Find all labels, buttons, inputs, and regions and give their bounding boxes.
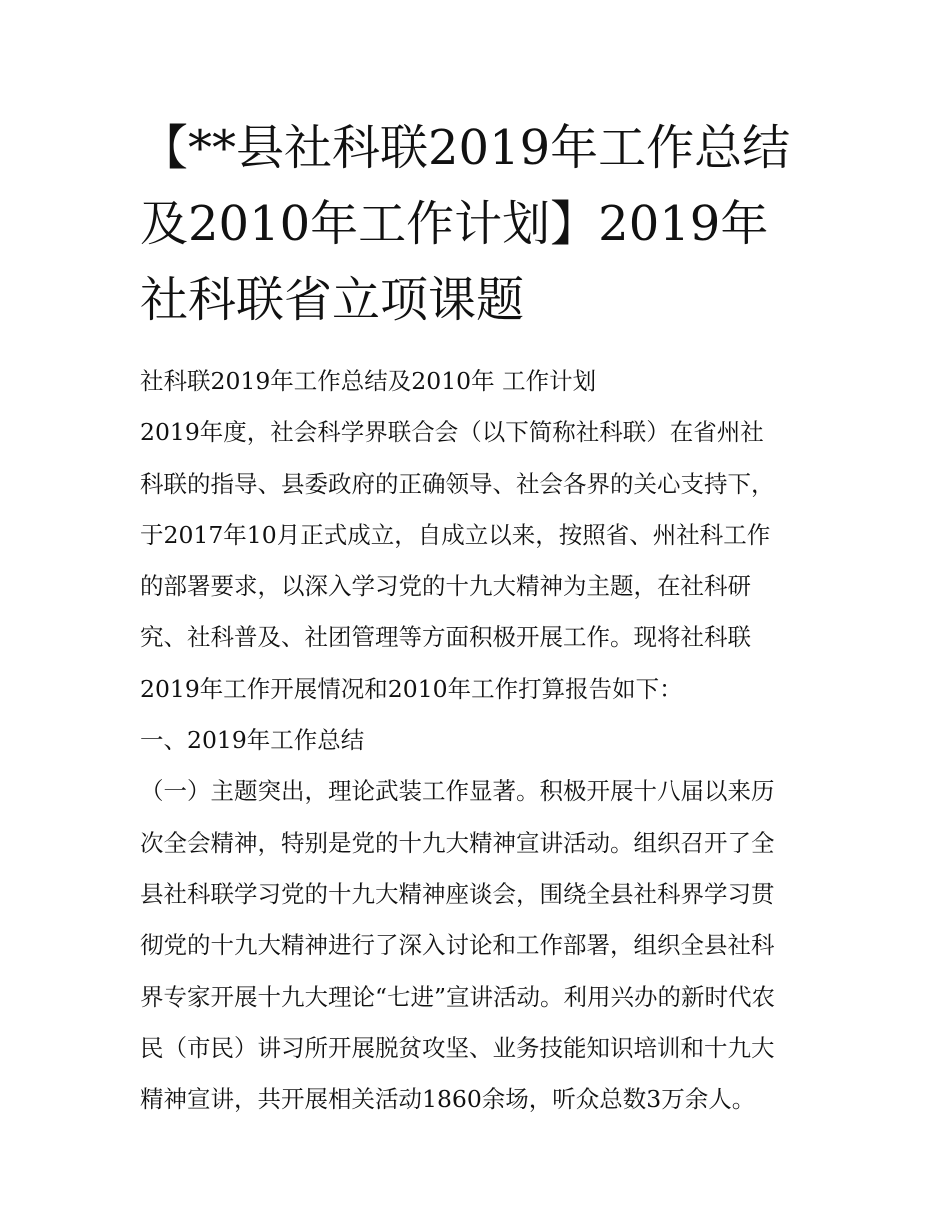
paragraph-line: 究、社科普及、社团管理等方面积极开展工作。现将社科联 (140, 623, 751, 652)
paragraph-line: 2019年度，社会科学界联合会（以下简称社科联）在省州社 (140, 418, 764, 447)
paragraph-line: 的部署要求，以深入学习党的十九大精神为主题，在社科研 (140, 572, 751, 601)
subtitle-line: 社科联2019年工作总结及2010年 工作计划 (140, 367, 597, 395)
document-title (140, 110, 830, 338)
title-line: 【**县社科联2019年工作总结 (140, 120, 791, 176)
paragraph-line: 2019年工作开展情况和2010年工作打算报告如下： (140, 674, 683, 703)
paragraph-line: 界专家开展十九大理论“七进”宣讲活动。利用兴办的新时代农 (140, 982, 776, 1011)
title-line: 社科联省立项课题 (140, 272, 525, 328)
title-line: 及2010年工作计划】2019年 (140, 196, 769, 252)
paragraph-line: 科联的指导、县委政府的正确领导、社会各界的关心支持下， (140, 469, 775, 498)
paragraph-line: 彻党的十九大精神进行了深入讨论和工作部署，组织全县社科 (140, 931, 775, 960)
paragraph-line: 县社科联学习党的十九大精神座谈会，围绕全县社科界学习贯 (140, 879, 775, 908)
document-body (140, 356, 830, 1125)
paragraph-line: 次全会精神，特别是党的十九大精神宣讲活动。组织召开了全 (140, 828, 775, 857)
paragraph-line: 精神宣讲，共开展相关活动1860余场，听众总数3万余人。 (140, 1085, 756, 1114)
section-heading: 一、2019年工作总结 (140, 726, 365, 755)
paragraph-line: 民（市民）讲习所开展脱贫攻坚、业务技能知识培训和十九大 (140, 1033, 775, 1062)
paragraph-line: （一）主题突出，理论武装工作显著。积极开展十八届以来历 (140, 777, 775, 806)
paragraph-line: 于2017年10月正式成立，自成立以来，按照省、州社科工作 (140, 520, 771, 549)
